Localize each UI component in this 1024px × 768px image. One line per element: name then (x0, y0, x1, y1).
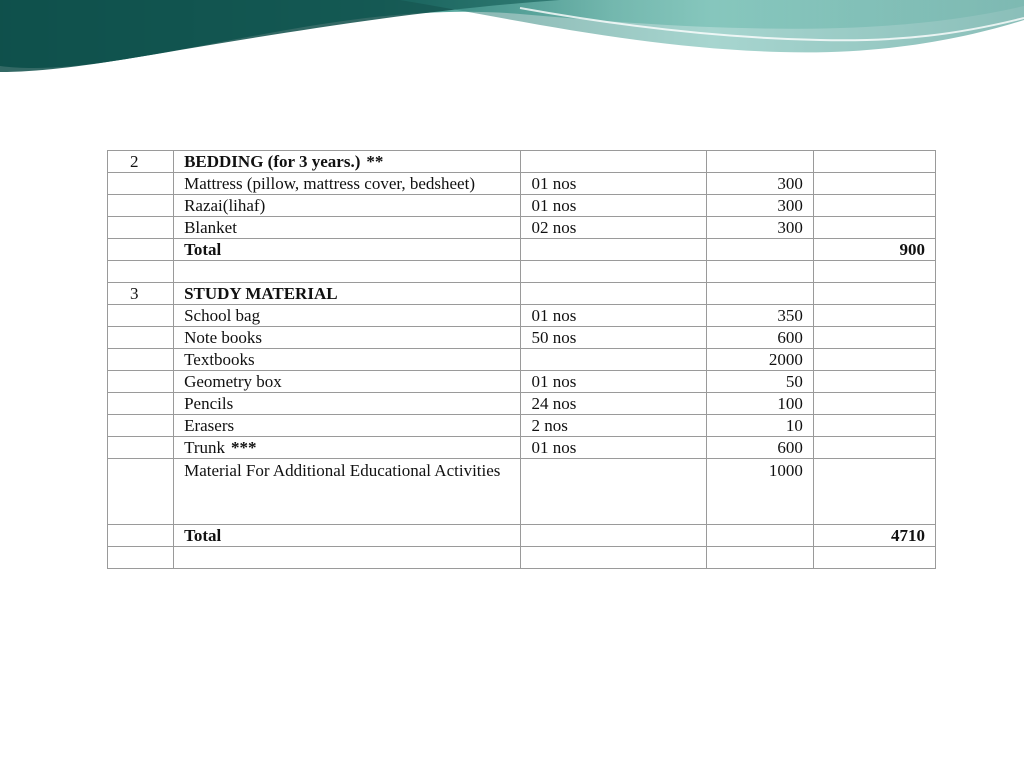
quantity-cell (521, 525, 706, 547)
serial-number-cell: 2 (108, 151, 174, 173)
quantity-cell (521, 547, 706, 569)
cost-table (107, 150, 936, 569)
table-row (108, 217, 936, 239)
table-row (108, 195, 936, 217)
total-cell (813, 261, 935, 283)
table-row (108, 283, 936, 305)
serial-number-cell (108, 217, 174, 239)
amount-cell (706, 151, 813, 173)
item-label: Razai(lihaf) (184, 196, 266, 215)
item-cell (174, 195, 521, 217)
serial-number-cell (108, 415, 174, 437)
item-cell (174, 239, 521, 261)
footnote-marker: ** (366, 152, 384, 171)
quantity-cell: 2 nos (521, 415, 706, 437)
table-row (108, 437, 936, 459)
total-cell (813, 547, 935, 569)
amount-cell (706, 283, 813, 305)
quantity-cell: 50 nos (521, 327, 706, 349)
item-cell (174, 283, 521, 305)
serial-number-cell (108, 239, 174, 261)
item-cell (174, 525, 521, 547)
quantity-cell: 01 nos (521, 305, 706, 327)
amount-cell: 50 (706, 371, 813, 393)
total-cell (813, 437, 935, 459)
item-cell (174, 349, 521, 371)
table-row (108, 547, 936, 569)
table-row (108, 415, 936, 437)
amount-cell: 100 (706, 393, 813, 415)
item-label: Mattress (pillow, mattress cover, bedsheet) (184, 174, 475, 193)
item-label: Textbooks (184, 350, 255, 369)
serial-number-cell (108, 525, 174, 547)
footnote-marker: *** (231, 438, 257, 457)
table-row (108, 239, 936, 261)
table-row (108, 525, 936, 547)
total-cell: 4710 (813, 525, 935, 547)
table-row (108, 349, 936, 371)
total-cell (813, 173, 935, 195)
table-row (108, 393, 936, 415)
total-cell (813, 305, 935, 327)
item-cell (174, 261, 521, 283)
item-label: Pencils (184, 394, 234, 413)
item-label: School bag (184, 306, 261, 325)
item-cell (174, 173, 521, 195)
table-row (108, 151, 936, 173)
serial-number-cell (108, 371, 174, 393)
quantity-cell (521, 239, 706, 261)
quantity-cell: 24 nos (521, 393, 706, 415)
serial-number-cell (108, 459, 174, 525)
amount-cell: 600 (706, 437, 813, 459)
quantity-cell: 01 nos (521, 195, 706, 217)
item-cell (174, 459, 521, 525)
quantity-cell: 01 nos (521, 173, 706, 195)
total-cell (813, 371, 935, 393)
item-label: Total (184, 240, 222, 259)
serial-number-cell (108, 547, 174, 569)
item-label: Trunk (184, 438, 226, 457)
item-cell (174, 437, 521, 459)
item-cell (174, 327, 521, 349)
amount-cell: 300 (706, 173, 813, 195)
serial-number-cell: 3 (108, 283, 174, 305)
amount-cell: 350 (706, 305, 813, 327)
quantity-cell (521, 283, 706, 305)
quantity-cell (521, 261, 706, 283)
amount-cell: 2000 (706, 349, 813, 371)
item-label: Note books (184, 328, 262, 347)
amount-cell: 300 (706, 195, 813, 217)
amount-cell: 600 (706, 327, 813, 349)
amount-cell (706, 239, 813, 261)
table-body (108, 151, 936, 569)
amount-cell: 300 (706, 217, 813, 239)
serial-number-cell (108, 261, 174, 283)
item-label: Geometry box (184, 372, 282, 391)
serial-number-cell (108, 349, 174, 371)
quantity-cell (521, 349, 706, 371)
item-cell (174, 217, 521, 239)
item-label: BEDDING (for 3 years.) (184, 152, 361, 171)
serial-number-cell (108, 327, 174, 349)
serial-number-cell (108, 173, 174, 195)
item-label: STUDY MATERIAL (184, 284, 338, 303)
total-cell (813, 151, 935, 173)
item-cell (174, 371, 521, 393)
total-cell: 900 (813, 239, 935, 261)
total-cell (813, 393, 935, 415)
quantity-cell (521, 151, 706, 173)
item-cell (174, 393, 521, 415)
serial-number-cell (108, 437, 174, 459)
item-label: Material For Additional Educational Activities (184, 461, 501, 480)
table-row (108, 173, 936, 195)
quantity-cell: 02 nos (521, 217, 706, 239)
item-cell (174, 415, 521, 437)
item-cell (174, 305, 521, 327)
item-cell (174, 151, 521, 173)
serial-number-cell (108, 393, 174, 415)
table-row (108, 327, 936, 349)
total-cell (813, 349, 935, 371)
amount-cell: 10 (706, 415, 813, 437)
total-cell (813, 195, 935, 217)
item-cell (174, 547, 521, 569)
total-cell (813, 459, 935, 525)
amount-cell (706, 261, 813, 283)
amount-cell (706, 547, 813, 569)
total-cell (813, 217, 935, 239)
item-label: Total (184, 526, 222, 545)
wave-decoration (0, 0, 1024, 80)
total-cell (813, 283, 935, 305)
table-row (108, 261, 936, 283)
quantity-cell (521, 459, 706, 525)
serial-number-cell (108, 305, 174, 327)
quantity-cell: 01 nos (521, 371, 706, 393)
table-row (108, 305, 936, 327)
total-cell (813, 327, 935, 349)
table-row (108, 371, 936, 393)
header-banner (0, 0, 1024, 80)
amount-cell: 1000 (706, 459, 813, 525)
item-label: Erasers (184, 416, 235, 435)
amount-cell (706, 525, 813, 547)
item-label: Blanket (184, 218, 237, 237)
serial-number-cell (108, 195, 174, 217)
quantity-cell: 01 nos (521, 437, 706, 459)
table-row (108, 459, 936, 525)
total-cell (813, 415, 935, 437)
